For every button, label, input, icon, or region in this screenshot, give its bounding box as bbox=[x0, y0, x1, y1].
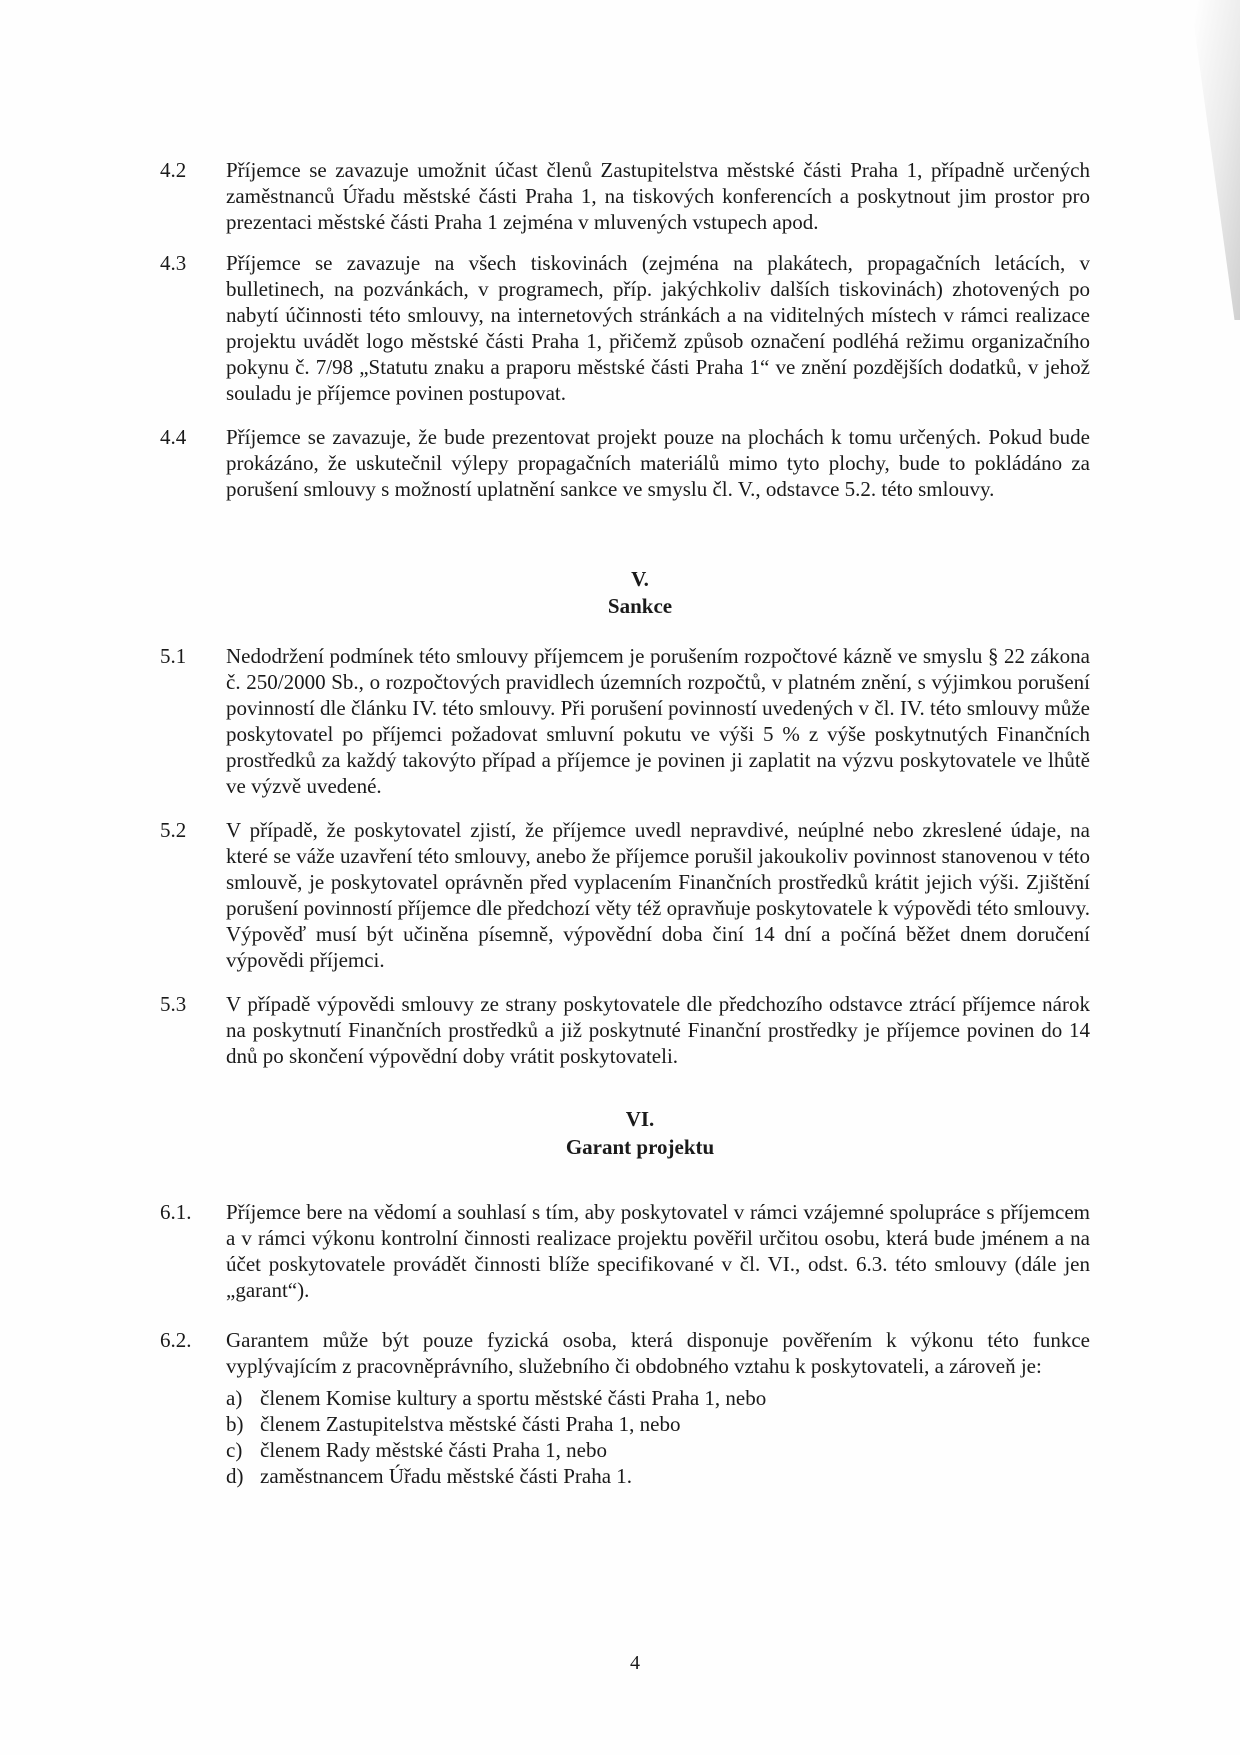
clause-text: V případě výpovědi smlouvy ze strany poskytovatele dle předchozího odstavce ztrácí příjemce nárok na poskytnutí Finančních prostředků a již poskytnuté Finanční prostředky je příjemce povinen do 14 dnů po skončení výpovědní doby vrátit poskytovateli. bbox=[226, 992, 1090, 1068]
clause-number: 4.2 bbox=[160, 158, 187, 182]
section-vi-title: Garant projektu bbox=[565, 1135, 715, 1159]
clause-number: 4.4 bbox=[160, 425, 187, 449]
clause-number: 5.1 bbox=[160, 644, 187, 668]
list-item bbox=[226, 1411, 1090, 1437]
clause-text-block bbox=[226, 1327, 1090, 1489]
scan-shadow bbox=[1130, 0, 1240, 320]
list-item-text: členem Komise kultury a sportu městské části Praha 1, nebo bbox=[260, 1386, 767, 1410]
clause-number: 4.3 bbox=[160, 251, 187, 275]
section-v-numeral: V. bbox=[631, 567, 649, 591]
list-item bbox=[226, 1437, 1090, 1463]
list-item-label: d) bbox=[226, 1464, 244, 1488]
clause-text: V případě, že poskytovatel zjistí, že příjemce uvedl nepravdivé, neúplné nebo zkreslené údaje, na které se váže uzavření této smlouvy, anebo že příjemce porušil jakoukoliv povinnost stanovenou v této smlouvě, je poskytovatel oprávněn před vyplacením Finančních prostředků krátit jejich výši. Zjištění porušení povinností příjemce dle předchozí věty též opravňuje poskytovatele k výpovědi této smlouvy. Výpověď musí být učiněna písemně, výpovědní doba činí 14 dní a počíná běžet dnem doručení výpovědi příjemci. bbox=[226, 818, 1090, 972]
garant-list bbox=[226, 1385, 1090, 1489]
list-item-text: zaměstnancem Úřadu městské části Praha 1. bbox=[260, 1464, 633, 1488]
clause-text: Příjemce se zavazuje, že bude prezentovat projekt pouze na plochách k tomu určených. Pokud bude prokázáno, že uskutečnil výlepy propagačních materiálů mimo tyto plochy, bude to pokládáno za porušení smlouvy s možností uplatnění sankce ve smyslu čl. V., odstavce 5.2. této smlouvy. bbox=[226, 425, 1090, 501]
clause-text: Příjemce bere na vědomí a souhlasí s tím, aby poskytovatel v rámci vzájemné spolupráce s příjemcem a v rámci výkonu kontrolní činnosti realizace projektu pověřil určitou osobu, která bude jménem a na účet poskytovatele provádět činnosti blíže specifikované v čl. VI., odst. 6.3. této smlouvy (dále jen „garant“). bbox=[226, 1200, 1090, 1302]
clause-text: Příjemce se zavazuje na všech tiskovinách (zejména na plakátech, propagačních letácích, v bulletinech, na pozvánkách, v programech, příp. jakýchkoliv dalších tiskovinách) zhotovených po nabytí účinnosti této smlouvy, na internetových stránkách a na viditelných místech v rámci realizace projektu uvádět logo městské části Praha 1, přičemž způsob označení podléhá režimu organizačního pokynu č. 7/98 „Statutu znaku a praporu městské části Praha 1“ ve znění pozdějších dodatků, v jehož souladu je příjemce povinen postupovat. bbox=[226, 251, 1090, 405]
clause-number: 6.1. bbox=[160, 1200, 192, 1224]
clause-number: 5.3 bbox=[160, 992, 187, 1016]
section-vi-numeral: VI. bbox=[625, 1107, 655, 1131]
section-v-title: Sankce bbox=[607, 594, 673, 618]
list-item bbox=[226, 1385, 1090, 1411]
list-item-text: členem Rady městské části Praha 1, nebo bbox=[260, 1438, 607, 1462]
list-item-label: a) bbox=[226, 1386, 243, 1410]
list-item-label: c) bbox=[226, 1438, 243, 1462]
clause-number: 6.2. bbox=[160, 1328, 192, 1352]
clause-text: Příjemce se zavazuje umožnit účast členů Zastupitelstva městské části Praha 1, případně určených zaměstnanců Úřadu městské části Praha 1, na tiskových konferencích a poskytnout jim prostor pro prezentaci městské části Praha 1 zejména v mluvených vstupech apod. bbox=[226, 158, 1090, 234]
clause-number: 5.2 bbox=[160, 818, 187, 842]
page-number: 4 bbox=[630, 1652, 640, 1674]
clause-text: Nedodržení podmínek této smlouvy příjemcem je porušením rozpočtové kázně ve smyslu § 22 zákona č. 250/2000 Sb., o rozpočtových pravidlech územních rozpočtů, v platném znění, s výjimkou porušení povinností dle článku IV. této smlouvy. Při porušení povinností uvedených v čl. IV. této smlouvy může poskytovatel po příjemci požadovat smluvní pokutu ve výši 5 % z výše poskytnutých Finančních prostředků za každý takovýto případ a příjemce je povinen ji zaplatit na výzvu poskytovatele ve lhůtě ve výzvě uvedené. bbox=[226, 644, 1090, 798]
list-item bbox=[226, 1463, 1090, 1489]
list-item-text: členem Zastupitelstva městské části Praha 1, nebo bbox=[260, 1412, 681, 1436]
clause-text: Garantem může být pouze fyzická osoba, která disponuje pověřením k výkonu této funkce vyplývajícím z pracovněprávního, služebního či obdobného vztahu k poskytovateli, a zároveň je: bbox=[226, 1328, 1090, 1378]
list-item-label: b) bbox=[226, 1412, 244, 1436]
